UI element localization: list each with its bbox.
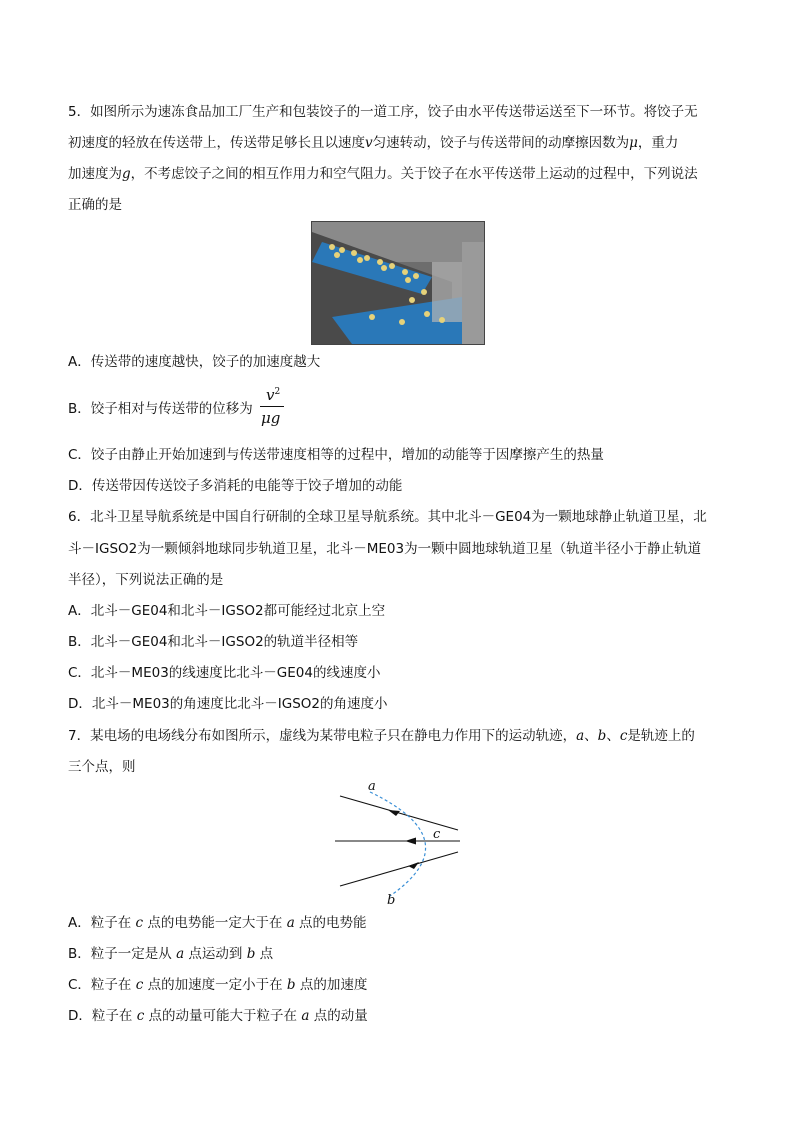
q5-option-c: C．饺子由静止开始加速到与传送带速度相等的过程中，增加的动能等于因摩擦产生的热量: [68, 447, 604, 463]
formula-exponent: 2: [274, 387, 281, 397]
q5-stem-line-2: 初速度的轻放在传送带上，传送带足够长且以速度v匀速转动，饺子与传送带间的动摩擦因数为μ，重力: [68, 135, 679, 151]
q5-option-b: B．饺子相对与传送带的位移为: [68, 401, 253, 417]
q7-option-d: D．粒子在 c 点的动量可能大于粒子在 a 点的动量: [68, 1008, 368, 1024]
point-c-label: c: [433, 827, 441, 842]
field-line-top-arrow: [388, 810, 400, 816]
q7-option-a: A．粒子在 c 点的电势能一定大于在 a 点的电势能: [68, 915, 367, 931]
point-a-label: a: [368, 779, 376, 794]
q5-stem-line-3: 加速度为g，不考虑饺子之间的相互作用力和空气阻力。关于饺子在水平传送带上运动的过程中，下列说法: [68, 166, 698, 182]
q6-stem-line-1: 6．北斗卫星导航系统是中国自行研制的全球卫星导航系统。其中北斗－GE04为一颗地球静止轨道卫星，北: [68, 509, 707, 525]
q6-stem-line-2: 斗－IGSO2为一颗倾斜地球同步轨道卫星，北斗－ME03为一颗中圆地球轨道卫星（轨道半径小于静止轨道: [68, 541, 702, 557]
q7-option-b: B．粒子一定是从 a 点运动到 b 点: [68, 946, 274, 962]
q5-option-b-formula: [258, 384, 286, 430]
q7-stem-line-1: 7．某电场的电场线分布如图所示，虚线为某带电粒子只在静电力作用下的运动轨迹，a、b、c是轨迹上的: [68, 728, 695, 744]
q7-stem-line-2: 三个点，则: [68, 759, 136, 775]
q6-option-c: C．北斗－ME03的线速度比北斗－GE04的线速度小: [68, 665, 381, 681]
field-line-bottom-arrow: [408, 862, 419, 869]
q7-option-c: C．粒子在 c 点的加速度一定小于在 b 点的加速度: [68, 977, 368, 993]
q5-stem-line-4: 正确的是: [68, 197, 122, 213]
formula-numerator: v: [266, 386, 275, 404]
q6-option-d: D．北斗－ME03的角速度比北斗－IGSO2的角速度小: [68, 696, 388, 712]
q5-option-a: A．传送带的速度越快，饺子的加速度越大: [68, 354, 321, 370]
field-line-bottom: [340, 852, 458, 886]
field-line-top: [340, 796, 458, 830]
q6-option-a: A．北斗－GE04和北斗－IGSO2都可能经过北京上空: [68, 603, 386, 619]
point-b-label: b: [387, 893, 396, 908]
field-line-middle-arrow: [405, 838, 416, 845]
q5-stem-line-1: 5．如图所示为速冻食品加工厂生产和包装饺子的一道工序，饺子由水平传送带运送至下一环节。将饺子无: [68, 104, 698, 120]
electric-field-diagram: [330, 778, 470, 908]
q5-option-d: D．传送带因传送饺子多消耗的电能等于饺子增加的动能: [68, 478, 403, 494]
dumpling-conveyor-photo: [311, 221, 485, 345]
q6-option-b: B．北斗－GE04和北斗－IGSO2的轨道半径相等: [68, 634, 359, 650]
formula-denominator: μg: [261, 409, 281, 427]
q6-stem-line-3: 半径），下列说法正确的是: [68, 572, 224, 588]
